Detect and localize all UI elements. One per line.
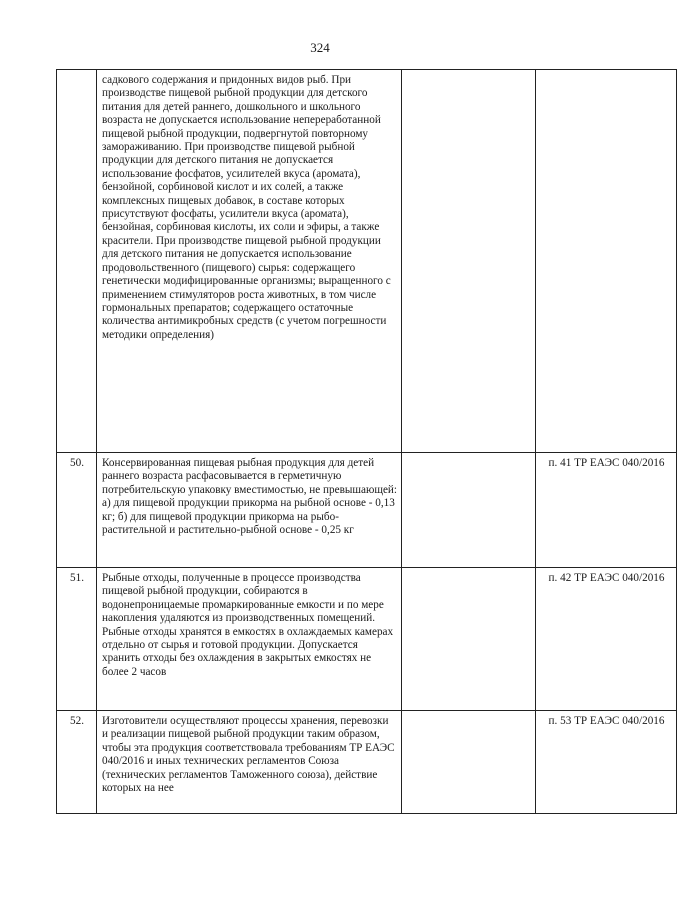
reference-cell [536, 711, 677, 814]
requirement-text: Рыбные отходы, полученные в процессе производства пищевой рыбной продукции, собираются в водонепроницаемые промаркированные емкости и по мере накопления удаляются из производственных помещений. Рыбные отходы хранятся в емкостях в охлаждаемых камерах отдельно от сырья и готовой продукции. Допускается хранить отходы без охлаждения в закрытых емкостях не более 2 часов [102, 572, 394, 678]
table-row-52 [57, 711, 677, 814]
empty-cell [402, 568, 536, 711]
requirements-table [56, 69, 677, 814]
row-number: 50. [70, 457, 84, 469]
row-number-cell [57, 453, 97, 568]
reference-cell [536, 70, 677, 453]
requirement-text-cell [97, 70, 402, 453]
table-row-continued [57, 70, 677, 453]
row-number: 52. [70, 715, 84, 727]
reference-text: п. 42 ТР ЕАЭС 040/2016 [548, 572, 665, 584]
row-number-cell [57, 568, 97, 711]
row-number-cell [57, 70, 97, 453]
empty-cell [402, 70, 536, 453]
row-number-cell [57, 711, 97, 814]
reference-cell [536, 453, 677, 568]
empty-cell [402, 453, 536, 568]
table-row-50 [57, 453, 677, 568]
requirement-text: садкового содержания и придонных видов рыб. При производстве пищевой рыбной продукции для детского питания для детей раннего, дошкольного и школьного возраста не допускается использование непереработанной пищевой рыбной продукции, подвергнутой повторному замораживанию. При производстве пищевой рыбной продукции для детского питания не допускается использование фосфатов, усилителей вкуса (аромата), бензойной, сорбиновой кислот и их солей, а также комплексных пищевых добавок, в составе которых присутствуют фосфаты, усилители вкуса (аромата), бензойная, сорбиновая кислоты, их соли и эфиры, а также красители. При производстве пищевой рыбной продукции для детского питания не допускается использование продовольственного (пищевого) сырья: содержащего генетически модифицированные организмы; выращенного с применением стимуляторов роста животных, в том числе гормональных препаратов; содержащего остаточные количества антимикробных средств (с учетом погрешности методики определения) [102, 74, 391, 341]
requirement-text: Консервированная пищевая рыбная продукция для детей раннего возраста расфасовывается в герметичную потребительскую упаковку вместимостью, не превышающей: а) для пищевой продукции прикорма на рыбной основе - 0,13 кг; б) для пищевой продукции прикорма на рыбо-растительной и растительно-рыбной основе - 0,25 кг [102, 457, 398, 537]
row-number: 51. [70, 572, 84, 584]
table-row-51 [57, 568, 677, 711]
requirement-text-cell [97, 568, 402, 711]
requirement-text-cell [97, 711, 402, 814]
reference-cell [536, 568, 677, 711]
reference-text: п. 41 ТР ЕАЭС 040/2016 [548, 457, 665, 469]
requirement-text: Изготовители осуществляют процессы хранения, перевозки и реализации пищевой рыбной продукции таким образом, чтобы эта продукция соответствовала требованиям ТР ЕАЭС 040/2016 и иных технических регламентов Союза (технических регламентов Таможенного союза), действие которых на нее [102, 715, 395, 795]
page-number: 324 [310, 40, 330, 55]
reference-text: п. 53 ТР ЕАЭС 040/2016 [548, 715, 665, 727]
requirement-text-cell [97, 453, 402, 568]
empty-cell [402, 711, 536, 814]
